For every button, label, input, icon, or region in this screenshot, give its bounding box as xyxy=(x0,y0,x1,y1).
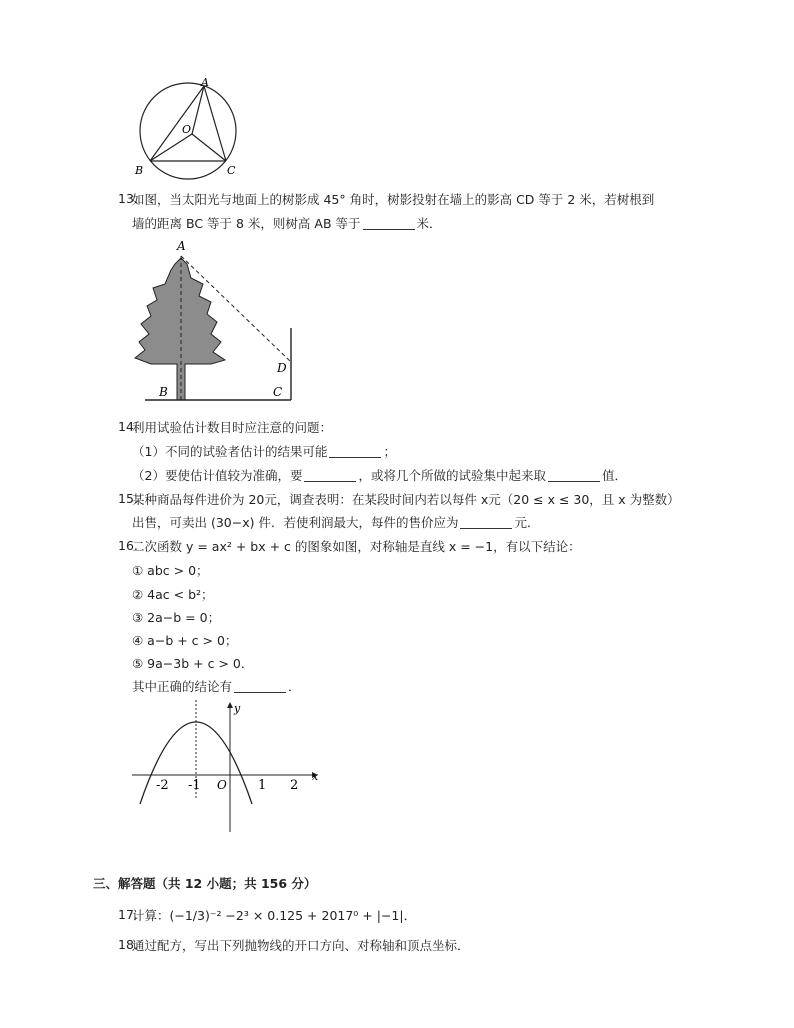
q16-item-3: ③ 2a−b = 0； xyxy=(132,610,221,625)
q14-line3a: （2）要使估计值较为准确，要 xyxy=(132,468,303,483)
tree-label-B: B xyxy=(159,385,168,399)
q16-item-2: ② 4ac < b²； xyxy=(132,587,214,602)
q14-blank-1[interactable] xyxy=(329,445,381,458)
q13-line2b: 米． xyxy=(416,216,442,231)
axis-x-label: x xyxy=(312,770,319,783)
tree-wall-figure xyxy=(125,238,305,406)
q14-line3 xyxy=(132,467,627,485)
section-3-heading: 三、解答题（共 12 小题；共 156 分） xyxy=(93,876,317,891)
q15-line2b: 元． xyxy=(514,515,540,530)
origin-label: O xyxy=(217,778,227,792)
q16-item-1: ① abc > 0； xyxy=(132,563,209,578)
q13-line2 xyxy=(132,215,442,233)
label-C: C xyxy=(227,164,236,177)
q13-answer-blank[interactable] xyxy=(363,217,415,230)
tree-label-D: D xyxy=(277,361,287,375)
q15-number: 15. xyxy=(118,491,138,506)
q14-line3b: ，或将几个所做的试验集中起来取 xyxy=(358,468,546,483)
axis-y-label: y xyxy=(234,702,241,715)
q14-line3c: 值． xyxy=(601,468,627,483)
q16-number: 16. xyxy=(118,538,138,553)
q15-line2a: 出售，可卖出 (30−x) 件．若使利润最大，每件的售价应为 xyxy=(132,515,459,530)
q13-line2a: 墙的距离 BC 等于 8 米，则树高 AB 等于 xyxy=(132,216,361,231)
circle-triangle-figure xyxy=(130,76,250,180)
label-A: A xyxy=(201,76,209,89)
tick-minus-1: -1 xyxy=(188,778,201,793)
q18-number: 18. xyxy=(118,937,138,952)
q13-line1: 如图，当太阳光与地面上的树影成 45° 角时，树影投射在墙上的影高 CD 等于 2 米，若树根到 xyxy=(132,192,655,207)
tree-shape xyxy=(135,258,225,400)
label-O: O xyxy=(182,123,192,136)
q14-line2a: （1）不同的试验者估计的结果可能 xyxy=(132,444,328,459)
q16-item-5: ⑤ 9a−3b + c > 0． xyxy=(132,656,254,671)
tree-label-C: C xyxy=(273,385,283,399)
tick-minus-2: -2 xyxy=(156,778,169,793)
q14-line2 xyxy=(132,443,396,461)
tick-2: 2 xyxy=(290,778,299,793)
q16-conclusion xyxy=(132,678,301,696)
label-B: B xyxy=(135,164,144,177)
q18-text: 通过配方，写出下列抛物线的开口方向、对称轴和顶点坐标． xyxy=(132,938,470,953)
q16-answer-blank[interactable] xyxy=(234,680,286,693)
q17-number: 17. xyxy=(118,907,138,922)
q14-blank-2[interactable] xyxy=(304,469,356,482)
q16-conclusion-a: 其中正确的结论有 xyxy=(132,679,233,694)
parabola-graph xyxy=(128,700,328,834)
q15-answer-blank[interactable] xyxy=(460,516,512,529)
q13-number: 13. xyxy=(118,191,138,206)
q15-line2 xyxy=(132,514,540,532)
tick-1: 1 xyxy=(258,778,267,793)
q14-line1: 利用试验估计数目时应注意的问题： xyxy=(132,420,333,435)
q17-text: 计算：(−1/3)⁻² −2³ × 0.125 + 2017⁰ + |−1|． xyxy=(132,908,417,923)
q16-item-4: ④ a−b + c > 0； xyxy=(132,633,238,648)
q14-number: 14. xyxy=(118,419,138,434)
tree-label-A: A xyxy=(177,239,186,253)
q14-line2b: ； xyxy=(383,444,396,459)
q16-line1: 二次函数 y = ax² + bx + c 的图象如图，对称轴是直线 x = −1，有以下结论： xyxy=(132,539,581,554)
q14-blank-3[interactable] xyxy=(548,469,600,482)
q16-conclusion-b: ． xyxy=(288,679,301,694)
q15-line1: 某种商品每件进价为 20元，调查表明：在某段时间内若以每件 x元（20 ≤ x ≤ 30，且 x 为整数） xyxy=(132,492,680,507)
